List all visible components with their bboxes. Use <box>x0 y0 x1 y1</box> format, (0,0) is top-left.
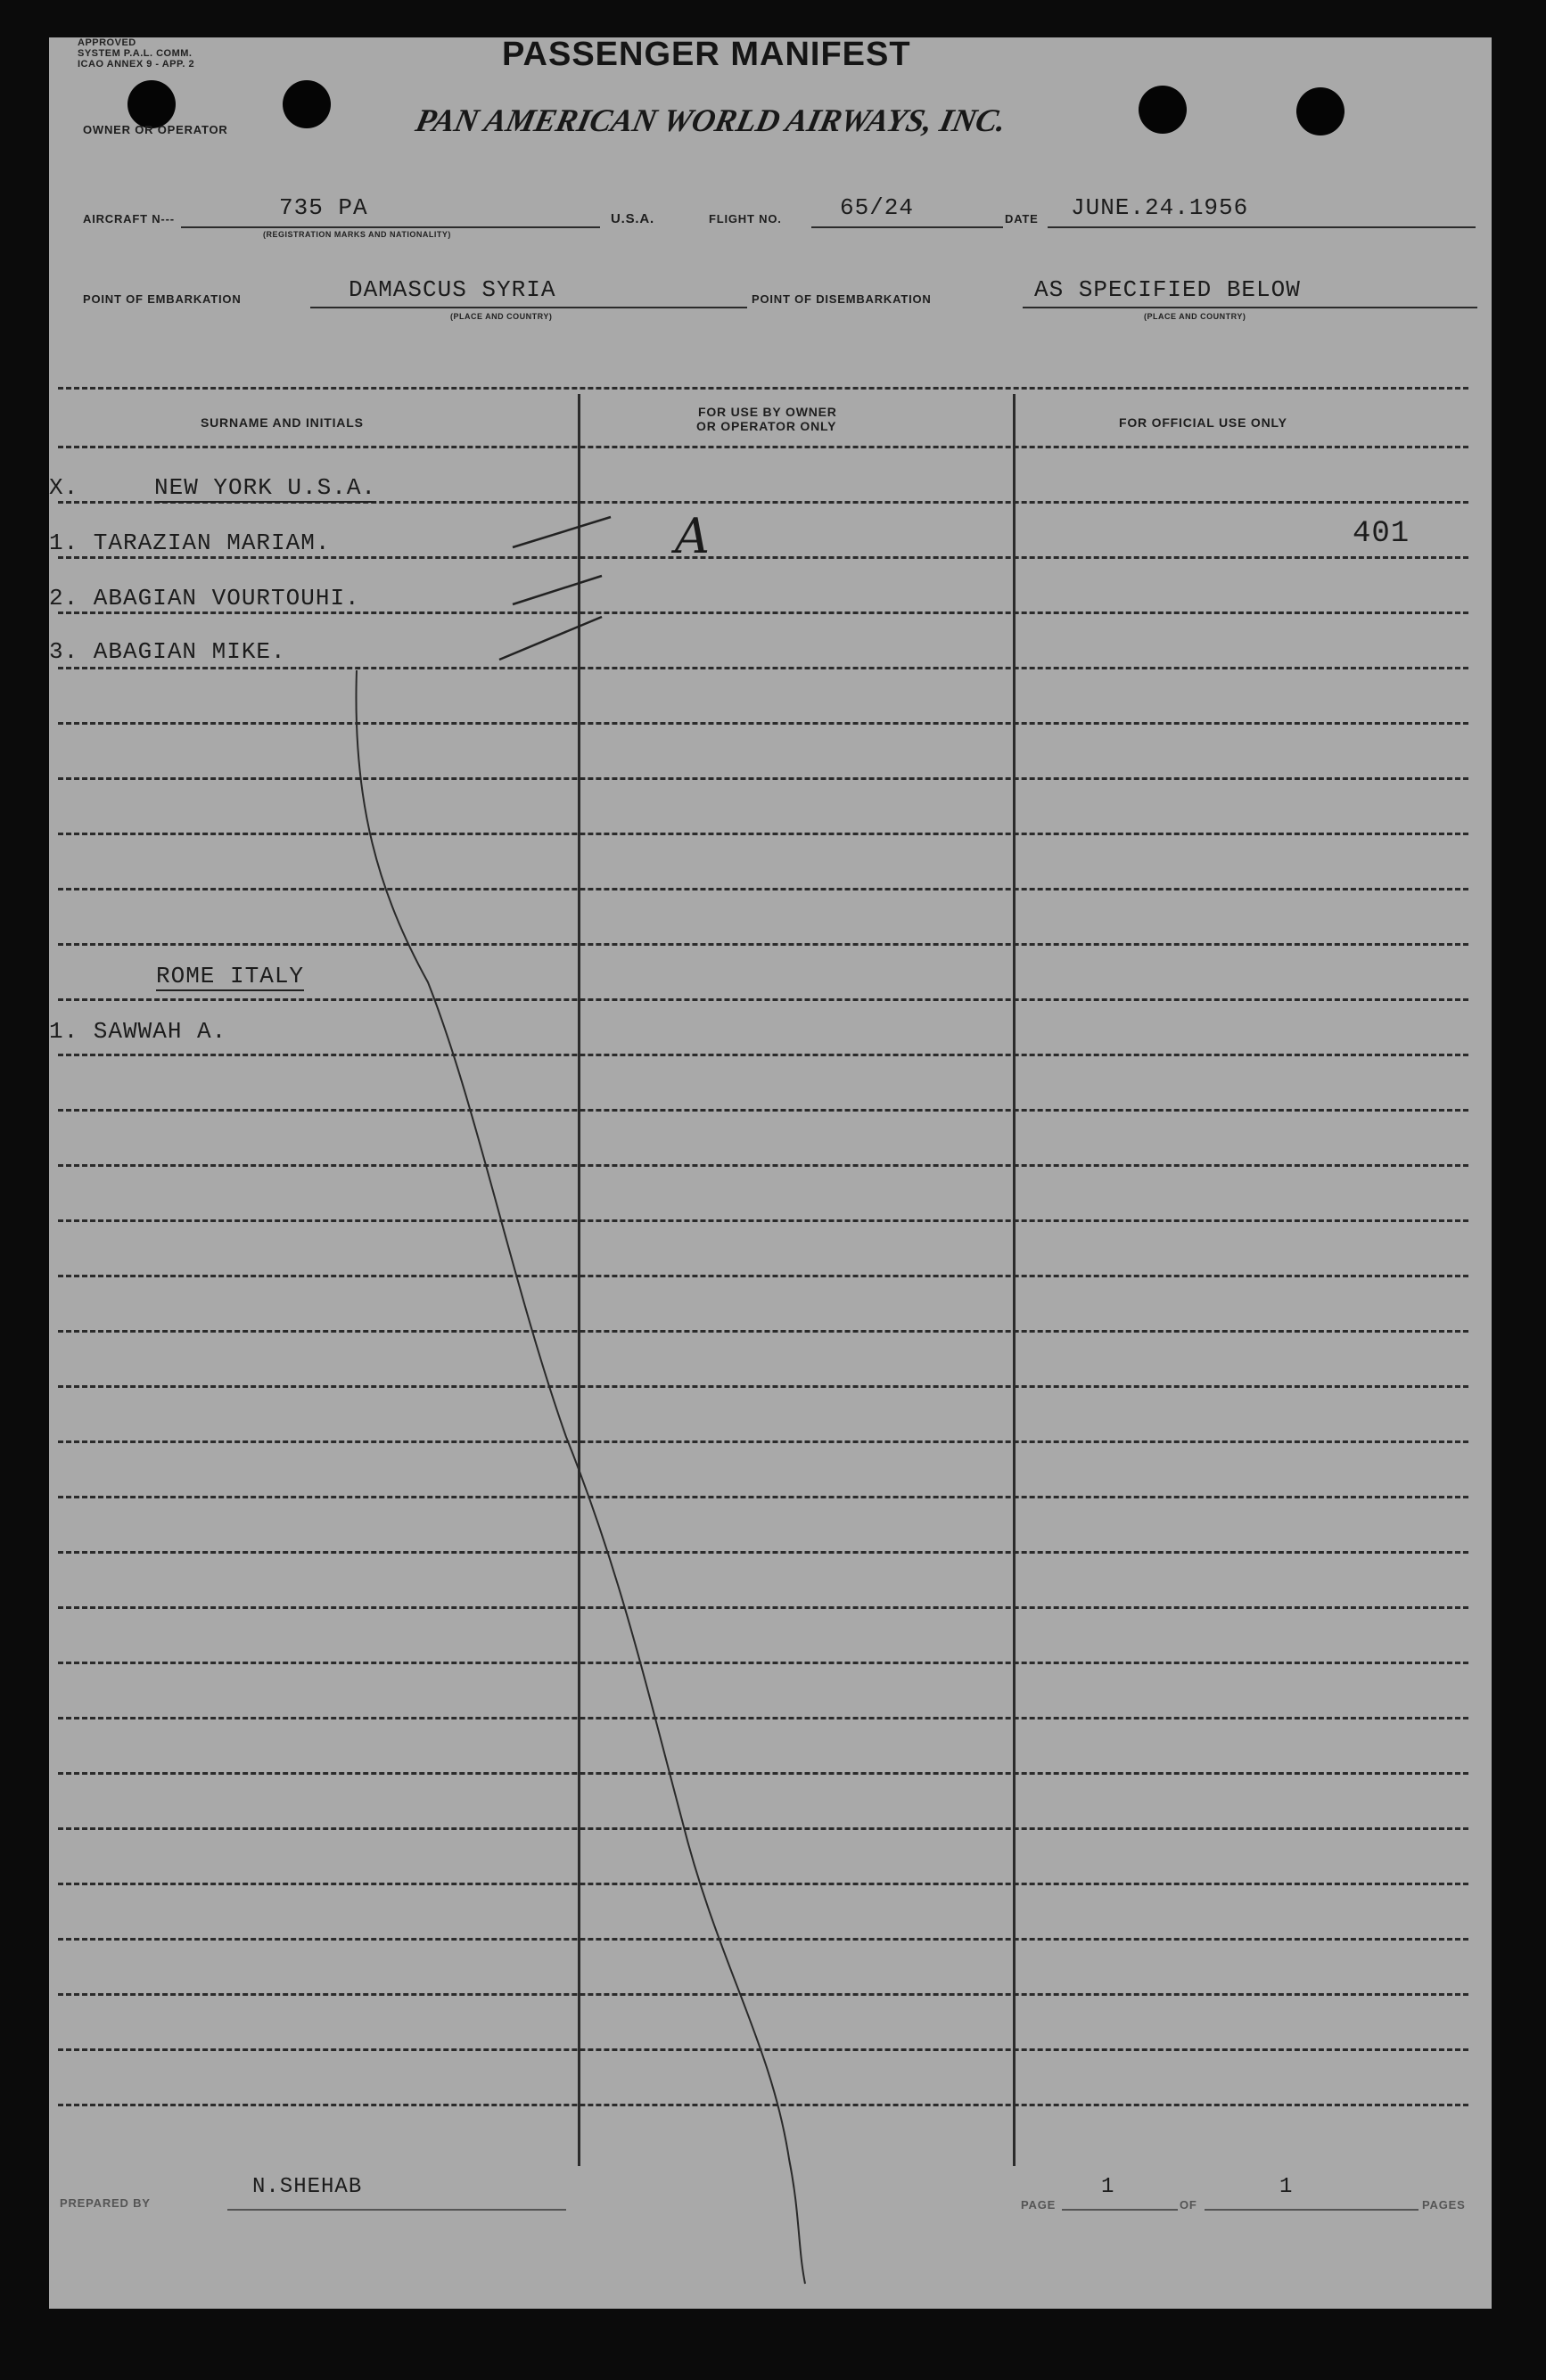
column-header-surname: SURNAME AND INITIALS <box>201 415 364 430</box>
passenger-row-3: 3. ABAGIAN MIKE. <box>49 638 286 665</box>
page-count: 1 <box>1279 2175 1294 2199</box>
embark-sub: (PLACE AND COUNTRY) <box>450 312 553 321</box>
page-label: PAGE <box>1021 2198 1057 2212</box>
of-label: OF <box>1180 2198 1197 2212</box>
aircraft-sub: (REGISTRATION MARKS AND NATIONALITY) <box>263 230 451 239</box>
disembark-sub: (PLACE AND COUNTRY) <box>1144 312 1246 321</box>
disembark-value: AS SPECIFIED BELOW <box>1034 276 1301 303</box>
flight-value: 65/24 <box>840 194 915 221</box>
operator-name: PAN AMERICAN WORLD AIRWAYS, INC. <box>412 103 1010 138</box>
pencil-marks <box>49 37 1492 2309</box>
check-mark-2 <box>513 576 602 604</box>
column-header-owner-1: FOR USE BY OWNER <box>698 405 837 419</box>
page-title: PASSENGER MANIFEST <box>502 37 911 73</box>
aircraft-value: 735 PA <box>279 194 368 221</box>
date-value: JUNE.24.1956 <box>1071 194 1249 221</box>
manifest-sheet <box>49 37 1492 2309</box>
destination-new-york: NEW YORK U.S.A. <box>154 474 377 501</box>
aircraft-label: AIRCRAFT N--- <box>83 212 175 226</box>
prepared-label: PREPARED BY <box>60 2196 151 2210</box>
column-header-official: FOR OFFICIAL USE ONLY <box>1119 415 1287 430</box>
prepared-value: N.SHEHAB <box>252 2175 363 2199</box>
destination-prefix: X. <box>49 474 79 501</box>
destination-rome: ROME ITALY <box>156 963 305 989</box>
disembark-label: POINT OF DISEMBARKATION <box>752 292 932 306</box>
pages-label: PAGES <box>1422 2198 1466 2212</box>
usa-label: U.S.A. <box>611 211 654 226</box>
date-label: DATE <box>1005 212 1039 226</box>
embark-value: DAMASCUS SYRIA <box>349 276 556 303</box>
page-number: 1 <box>1101 2175 1115 2199</box>
passenger-1-mark: A <box>675 508 710 564</box>
approval-line-1: APPROVED <box>78 37 136 48</box>
pencil-stroke <box>356 670 805 2284</box>
passenger-row-2: 2. ABAGIAN VOURTOUHI. <box>49 585 360 611</box>
column-header-owner-2: OR OPERATOR ONLY <box>696 419 837 433</box>
check-mark-1 <box>513 517 611 547</box>
approval-line-2: SYSTEM P.A.L. COMM. <box>78 48 193 59</box>
check-mark-3 <box>499 617 602 660</box>
embark-label: POINT OF EMBARKATION <box>83 292 242 306</box>
owner-label: OWNER OR OPERATOR <box>83 123 228 136</box>
passenger-row-4: 1. SAWWAH A. <box>49 1018 227 1045</box>
passenger-1-official: 401 <box>1353 517 1410 551</box>
passenger-row-1: 1. TARAZIAN MARIAM. <box>49 529 331 556</box>
flight-label: FLIGHT NO. <box>709 212 782 226</box>
approval-line-3: ICAO ANNEX 9 - APP. 2 <box>78 59 195 70</box>
